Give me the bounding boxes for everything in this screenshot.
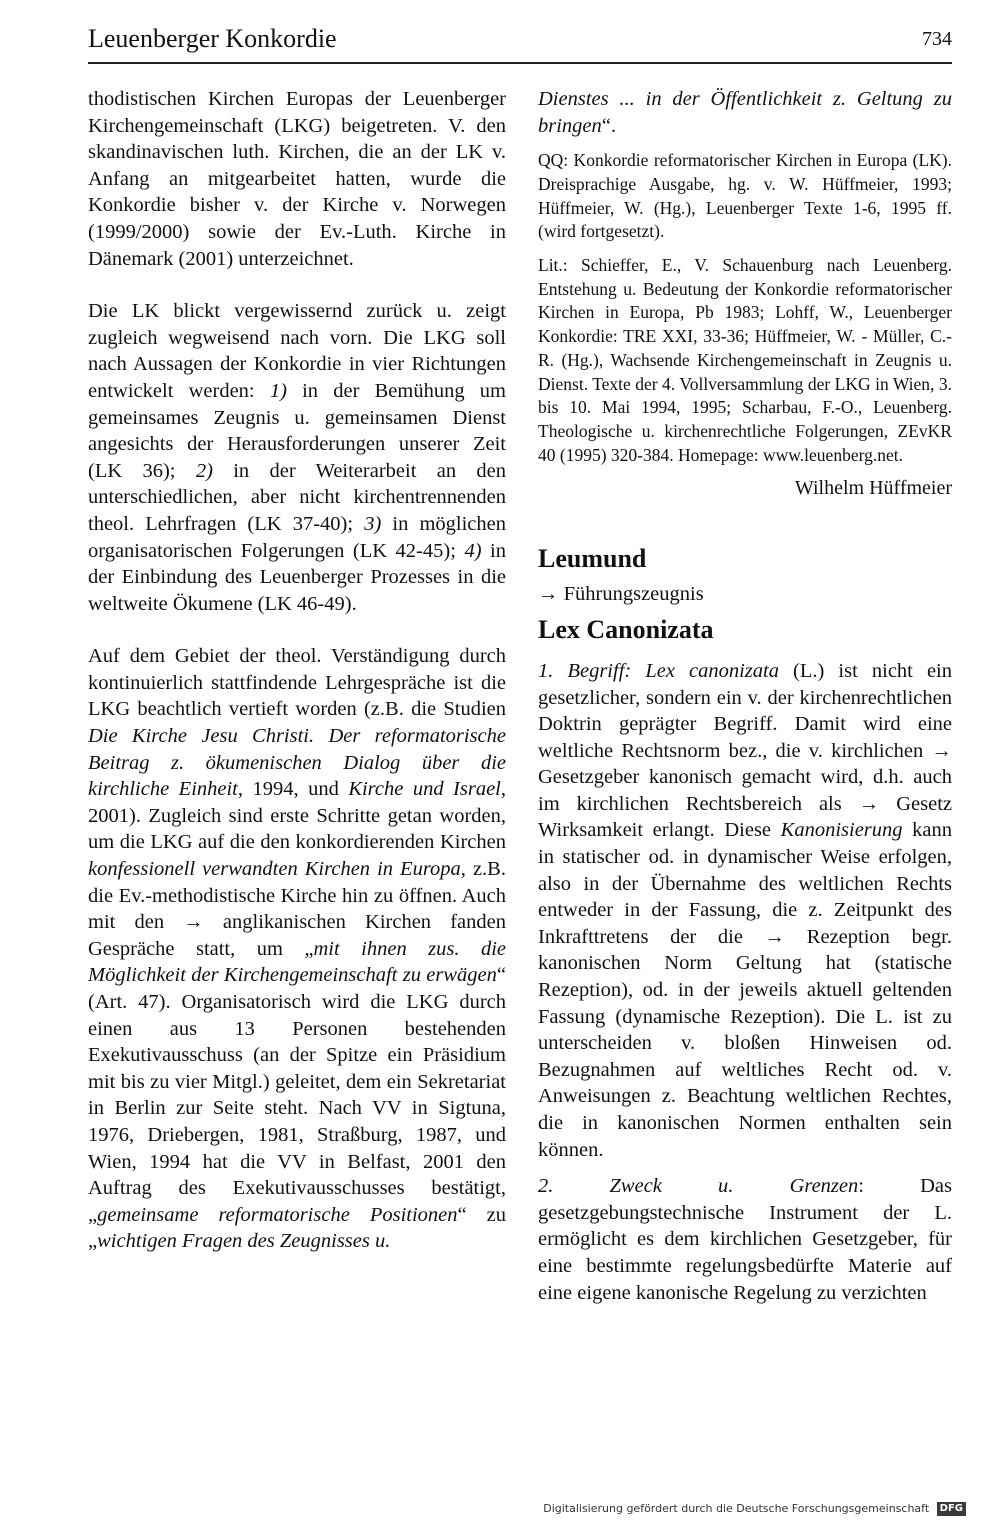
digitization-footer [543, 1500, 966, 1518]
paragraph-continuation: Dienstes ... in der Öffentlichkeit z. Geltung zu bringen“. [538, 88, 952, 137]
sources-qq: QQ: Konkordie reformatorischer Kirchen in Europa (LK). Dreisprachige Ausgabe, hg. v. W. Hüffmeier, 1993; Hüffmeier, W. (Hg.), Leuenberger Texte 1-6, 1995 ff. (wird fortgesetzt). [538, 150, 952, 242]
right-column [538, 86, 952, 1306]
author-signature: Wilhelm Hüffmeier [794, 477, 952, 500]
running-header [88, 22, 952, 56]
running-title: Leuenberger Konkordie [88, 24, 337, 53]
literature-lit: Lit.: Schieffer, E., V. Schauenburg nach Leuenberg. Entstehung u. Bedeutung der Konkordie reformatorischer Kirchen in Europa, Pb 1983; Lohff, W., Leuenberger Konkordie: TRE XXI, 33-36; Hüffmeier, W. - Müller, C.-R. (Hg.), Wachsende Kirchengemeinschaft in Zeugnis u. Dienst. Texte der 4. Vollversammlung der LKG in Wien, 3. bis 10. Mai 1994, 1995; Scharbau, F.-O., Leuenberg. Theologische u. kirchenrechtliche Folgerungen, ZEvKR 40 (1995) 320-384. Homepage: www.leuenberg.net. [538, 255, 952, 465]
lemma-leumund: Leumund [538, 544, 647, 574]
paragraph-lkg-members: thodistischen Kirchen Europas der Leuenberger Kirchengemeinschaft (LKG) beigetreten. V. den skandinavischen luth. Kirchen, die an der LK v. Anfang an mitgearbeitet hatten, wurde die Konkordie bisher v. der Kirche v. Norwegen (1999/2000) sowie der Ev.-Luth. Kirche in Dänemark (2001) unterzeichnet. [88, 88, 506, 270]
lemma-lex-canonizata: Lex Canonizata [538, 614, 714, 644]
dfg-logo: DFG [937, 1502, 966, 1516]
section-zweck-grenzen: 2. Zweck u. Grenzen: Das gesetzgebungstechnische Instrument der L. ermöglicht es dem kirchlichen Gesetzgeber, für eine bestimmte regelungsbedürfte Materie auf eine eigene kanonische Regelung zu verzichten [538, 1175, 952, 1304]
cross-reference: → Führungszeugnis [538, 583, 704, 606]
page-number: 734 [922, 28, 952, 50]
paragraph-lk-directions: Die LK blickt vergewissernd zurück u. zeigt zugleich wegweisend nach vorn. Die LKG soll nach Aussagen der Konkordie in vier Richtungen entwickelt werden: 1) in der Bemühung um gemeinsames Zeugnis u. gemeinsamen Dienst angesichts der Herausforderungen unserer Zeit (LK 36); 2) in der Weiterarbeit an den unterschiedlichen, aber nicht kirchentrennenden theol. Lehrfragen (LK 37-40); 3) in möglichen organisatorischen Folgerungen (LK 42-45); 4) in der Einbindung des Leuenberger Prozesses in die weltweite Ökumene (LK 46-49). [88, 300, 507, 615]
paragraph-theol-verstaendigung: Auf dem Gebiet der theol. Verständigung durch kontinuierlich stattfindende Lehrgespräche ist die LKG beachtlich vertieft worden (z.B. die Studien Die Kirche Jesu Christi. Der reformatorische Beitrag z. ökumenischen Dialog über die kirchliche Einheit, 1994, und Kirche und Israel, 2001). Zugleich sind erste Schritte getan worden, um die LKG auf die den konkordierenden Kirchen konfessionell verwandten Kirchen in Europa, z.B. die Ev.-methodistische Kirche hin zu öffnen. Auch mit den → anglikanischen Kirchen fanden Gespräche statt, um „mit ihnen zus. die Möglichkeit der Kirchengemeinschaft zu erwägen“ (Art. 47). Organisatorisch wird die LKG durch einen aus 13 Personen bestehenden Exekutivausschuss (an der Spitze ein Präsidium mit bis zu vier Mitgl.) geleitet, dem ein Sekretariat in Berlin zur Seite steht. Nach VV in Sigtuna, 1976, Driebergen, 1981, Straßburg, 1987, und Wien, 1994 hat die VV in Belfast, 2001 den Auftrag des Exekutivausschusses bestätigt, „gemeinsame reformatorische Positionen“ zu „wichtigen Fragen des Zeugnisses u. [88, 645, 506, 1253]
left-column [88, 86, 506, 1255]
footer-text: Digitalisierung gefördert durch die Deutsche Forschungsgemeinschaft [543, 1502, 930, 1515]
section-begriff: 1. Begriff: Lex canonizata (L.) ist nicht ein gesetzlicher, sondern ein v. der kirchenrechtlichen Doktrin geprägter Begriff. Damit wird eine weltliche Rechtsnorm bez., die v. kirchlichen → Gesetzgeber kanonisch gemacht wird, d.h. auch im kirchlichen Rechtsbereich als → Gesetz Wirksamkeit erlangt. Diese Kanonisierung kann in statischer od. in dynamischer Weise erfolgen, also in der Übernahme des weltlichen Rechts entweder in der Fassung, die z. Zeitpunkt des Inkrafttretens der die → Rezeption begr. kanonischen Norm Geltung hat (statische Rezeption), od. in der jeweils aktuell geltenden Fassung (dynamische Rezeption). Die L. ist zu unterscheiden v. bloßen Hinweisen od. Bezugnahmen auf weltliches Recht od. v. Anweisungen z. Beachtung weltlichen Rechtes, die in kanonischen Normen enthalten sein können. [538, 659, 953, 1161]
header-rule [88, 62, 952, 64]
